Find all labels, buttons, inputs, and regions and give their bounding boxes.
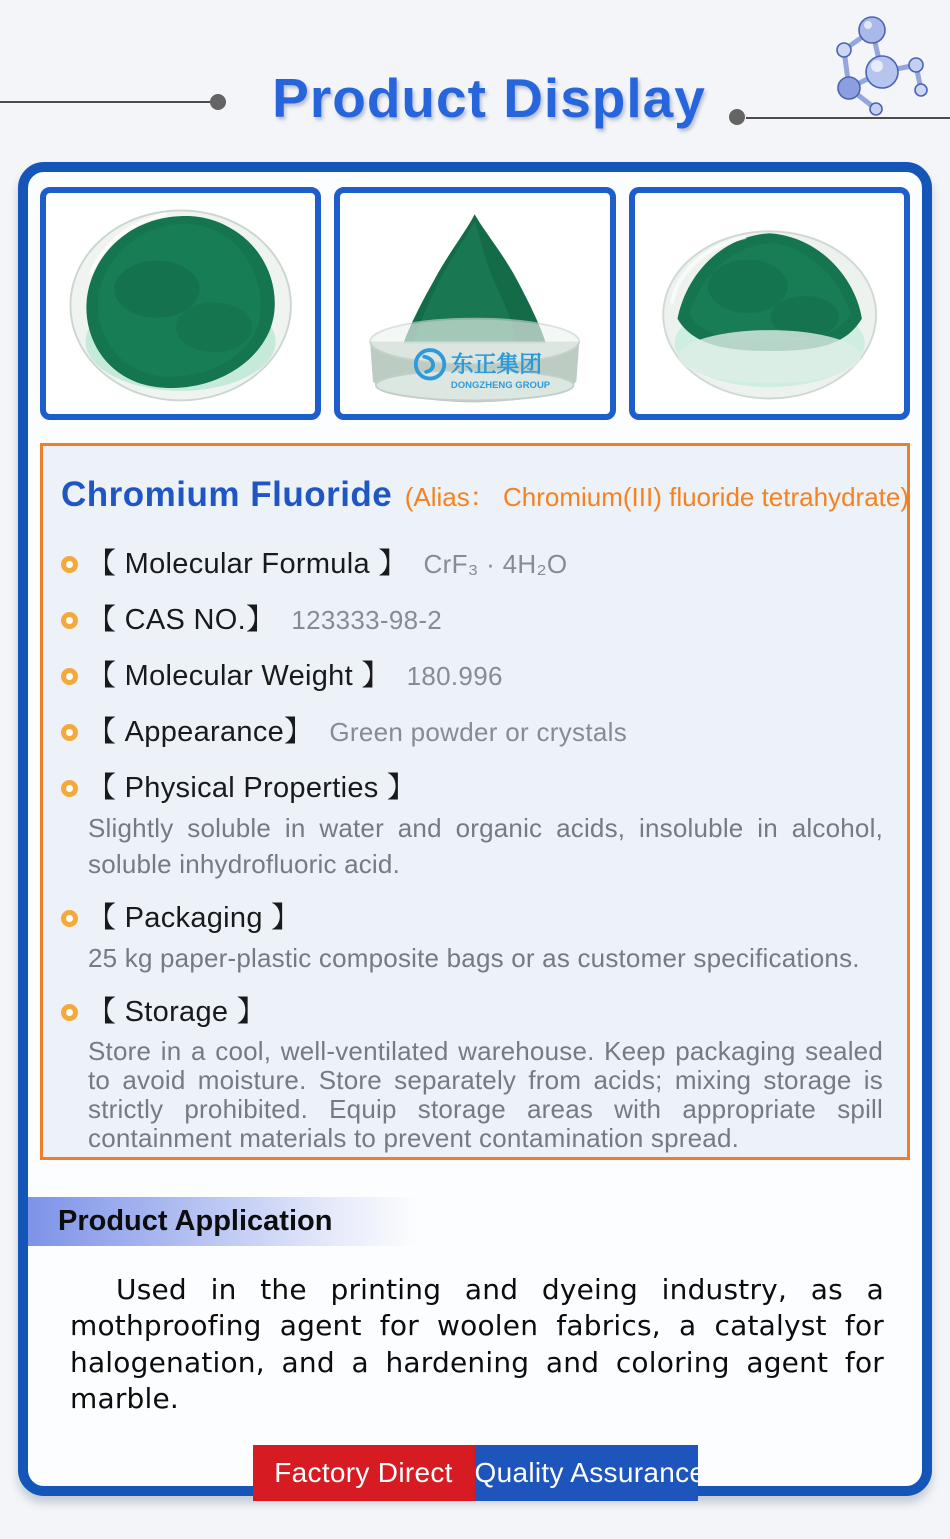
bullet-icon bbox=[61, 780, 78, 797]
product-photo-dish-cone bbox=[334, 187, 615, 420]
field-label: 【 Appearance】 bbox=[87, 716, 314, 748]
content-panel bbox=[18, 162, 932, 1496]
molecule-highlight-2 bbox=[864, 21, 872, 29]
molecule-icon bbox=[826, 8, 930, 120]
header-dot-right bbox=[729, 109, 745, 125]
bullet-icon bbox=[61, 1004, 78, 1021]
molecule-highlight bbox=[871, 60, 883, 72]
section-packaging bbox=[61, 901, 883, 935]
field-label: 【 Molecular Formula 】 bbox=[87, 548, 408, 580]
section-physical-properties bbox=[61, 771, 883, 805]
product-photo-dish-flat bbox=[40, 187, 321, 420]
bullet-icon bbox=[61, 556, 78, 573]
section-label: 【 Packaging 】 bbox=[87, 901, 301, 934]
product-application-text: Used in the printing and dyeing industry, as a mothproofing agent for woolen fabrics, a catalyst for halogenation, and a hardening and coloring agent for marble. bbox=[70, 1273, 884, 1416]
green-powder-dish-image bbox=[52, 199, 309, 408]
storage-text: Store in a cool, well-ventilated warehouse. Keep packaging sealed to avoid moisture. Store separately from acids; mixing storage is strictly prohibited. Equip storage areas with appropriate spill containment materials to prevent contamination spread. bbox=[88, 1035, 883, 1153]
green-powder-cone-image bbox=[346, 199, 603, 408]
field-value: 123333-98-2 bbox=[291, 605, 443, 635]
product-title-row bbox=[61, 472, 909, 525]
field-value: Green powder or crystals bbox=[329, 717, 628, 747]
field-cas-no bbox=[61, 603, 883, 637]
product-info-box bbox=[40, 443, 910, 1160]
badge-row bbox=[28, 1445, 922, 1501]
product-name: Chromium Fluoride bbox=[61, 475, 393, 514]
quality-assurance-button[interactable]: Quality Assurance bbox=[475, 1445, 698, 1501]
product-photo-bowl-mound bbox=[629, 187, 910, 420]
section-label: 【 Physical Properties 】 bbox=[87, 772, 417, 804]
field-label: 【 Molecular Weight 】 bbox=[87, 660, 391, 692]
field-molecular-formula bbox=[61, 547, 883, 581]
section-label: 【 Storage 】 bbox=[87, 995, 266, 1028]
packaging-text: 25 kg paper-plastic composite bags or as customer specifications. bbox=[88, 942, 860, 973]
field-appearance bbox=[61, 715, 883, 749]
field-label: 【 CAS NO.】 bbox=[87, 604, 276, 636]
bullet-icon bbox=[61, 668, 78, 685]
physical-properties-text: Slightly soluble in water and organic acids, insoluble in alcohol, soluble inhydrofluoric acid. bbox=[88, 813, 883, 879]
field-value: CrF₃ · 4H₂O bbox=[423, 549, 568, 579]
page-title: Product Display bbox=[272, 67, 706, 129]
product-photo-gallery bbox=[40, 187, 910, 420]
bullet-icon bbox=[61, 724, 78, 741]
section-storage bbox=[61, 995, 883, 1029]
page-header bbox=[0, 0, 950, 162]
dish-logo-cn: 东正集团 bbox=[451, 350, 543, 377]
factory-direct-button[interactable]: Factory Direct bbox=[253, 1445, 475, 1501]
bullet-icon bbox=[61, 910, 78, 927]
dish-logo-en: DONGZHENG GROUP bbox=[451, 380, 551, 392]
bullet-icon bbox=[61, 612, 78, 629]
product-application-heading: Product Application bbox=[28, 1197, 418, 1246]
product-alias: (Alias： Chromium(III) fluoride tetrahydrate) bbox=[404, 482, 909, 512]
field-molecular-weight bbox=[61, 659, 883, 693]
green-powder-bowl-image bbox=[641, 199, 898, 408]
field-value: 180.996 bbox=[406, 661, 503, 691]
